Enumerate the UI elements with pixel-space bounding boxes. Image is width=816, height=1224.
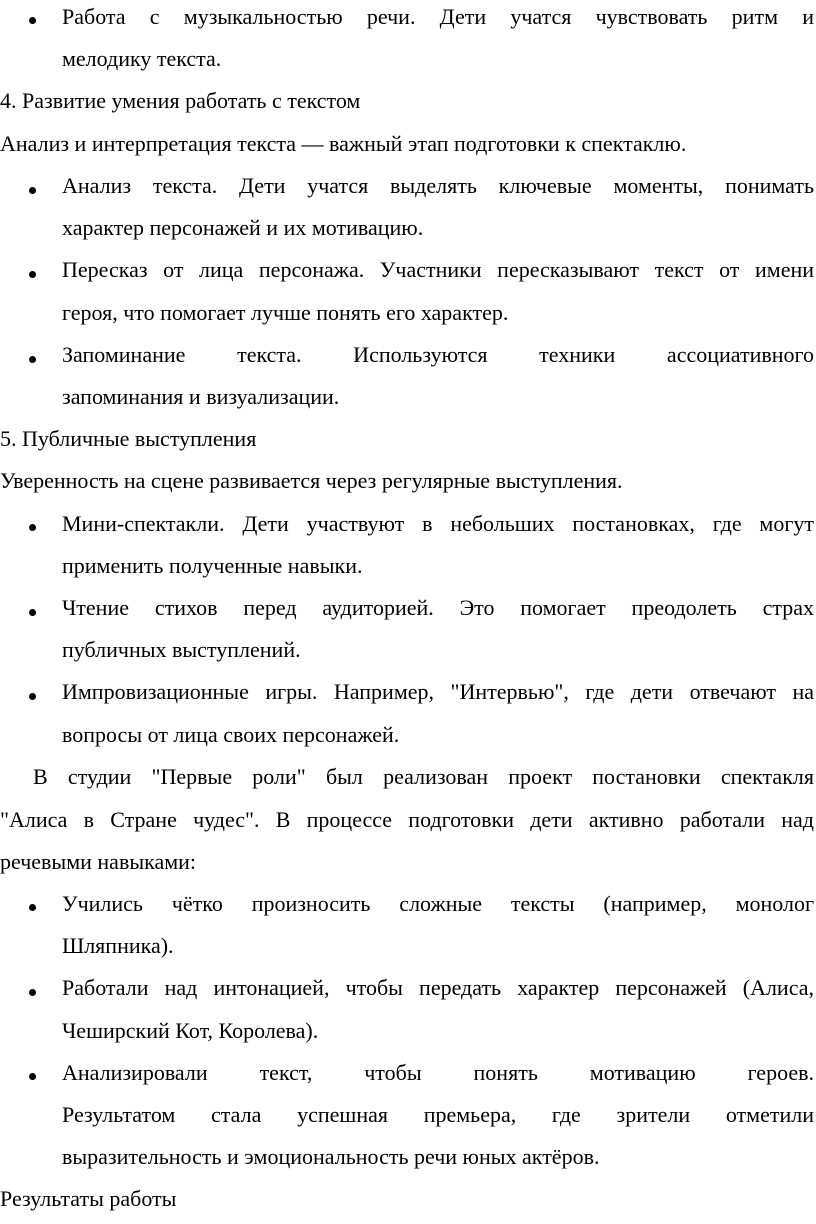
list-item-text: применить полученные навыки. xyxy=(62,553,363,578)
list-item-text: Запоминание текста. Используются техники ассоциативного xyxy=(62,342,814,367)
section-heading: 4. Развитие умения работать с текстом xyxy=(0,88,361,113)
list-item-text: Анализ текста. Дети учатся выделять ключевые моменты, понимать xyxy=(62,173,814,198)
bullet-icon xyxy=(29,271,36,278)
list-item-text: Чтение стихов перед аудиторией. Это помогает преодолеть страх xyxy=(62,595,814,620)
paragraph: Уверенность на сцене развивается через регулярные выступления. xyxy=(0,468,623,493)
bullet-icon xyxy=(29,693,36,700)
bullet-icon xyxy=(29,609,36,616)
list-item-text: героя, что помогает лучше понять его характер. xyxy=(62,300,509,325)
list-item-text: мелодику текста. xyxy=(62,46,222,71)
section-heading: 5. Публичные выступления xyxy=(0,426,257,451)
list-item-text: вопросы от лица своих персонажей. xyxy=(62,722,400,747)
list-item-text: характер персонажей и их мотивацию. xyxy=(62,215,424,240)
bullet-icon xyxy=(29,524,36,531)
paragraph: речевыми навыками: xyxy=(0,849,197,874)
list-item-text: Учились чётко произносить сложные тексты (например, монолог xyxy=(62,891,814,916)
bullet-icon xyxy=(29,1073,36,1080)
list-item-text: выразительность и эмоциональность речи юных актёров. xyxy=(62,1144,600,1169)
list-item-text: Пересказ от лица персонажа. Участники пересказывают текст от имени xyxy=(62,257,814,282)
bullet-icon xyxy=(29,356,36,363)
list-item-text: Результатом стала успешная премьера, где зрители отметили xyxy=(62,1102,814,1127)
paragraph: "Алиса в Стране чудес". В процессе подготовки дети активно работали над xyxy=(0,807,814,832)
list-item-text: Работали над интонацией, чтобы передать характер персонажей (Алиса, xyxy=(62,975,814,1000)
bullet-icon xyxy=(29,989,36,996)
bullet-icon xyxy=(29,17,36,24)
list-item-text: Импровизационные игры. Например, "Интервью", где дети отвечают на xyxy=(62,679,814,704)
list-item-text: Чеширский Кот, Королева). xyxy=(62,1018,319,1043)
paragraph: Анализ и интерпретация текста — важный этап подготовки к спектаклю. xyxy=(0,131,687,156)
list-item-text: Работа с музыкальностью речи. Дети учатся чувствовать ритм и xyxy=(62,4,814,29)
list-item-text: Шляпника). xyxy=(62,933,174,958)
list-item-text: запоминания и визуализации. xyxy=(62,384,340,409)
section-heading: Результаты работы xyxy=(0,1186,177,1211)
bullet-icon xyxy=(29,187,36,194)
list-item-text: Мини-спектакли. Дети участвуют в небольших постановках, где могут xyxy=(62,511,814,536)
bullet-icon xyxy=(29,904,36,911)
paragraph: В студии "Первые роли" был реализован проект постановки спектакля xyxy=(33,764,814,789)
list-item-text: Анализировали текст, чтобы понять мотивацию героев. xyxy=(62,1060,814,1085)
list-item-text: публичных выступлений. xyxy=(62,637,301,662)
